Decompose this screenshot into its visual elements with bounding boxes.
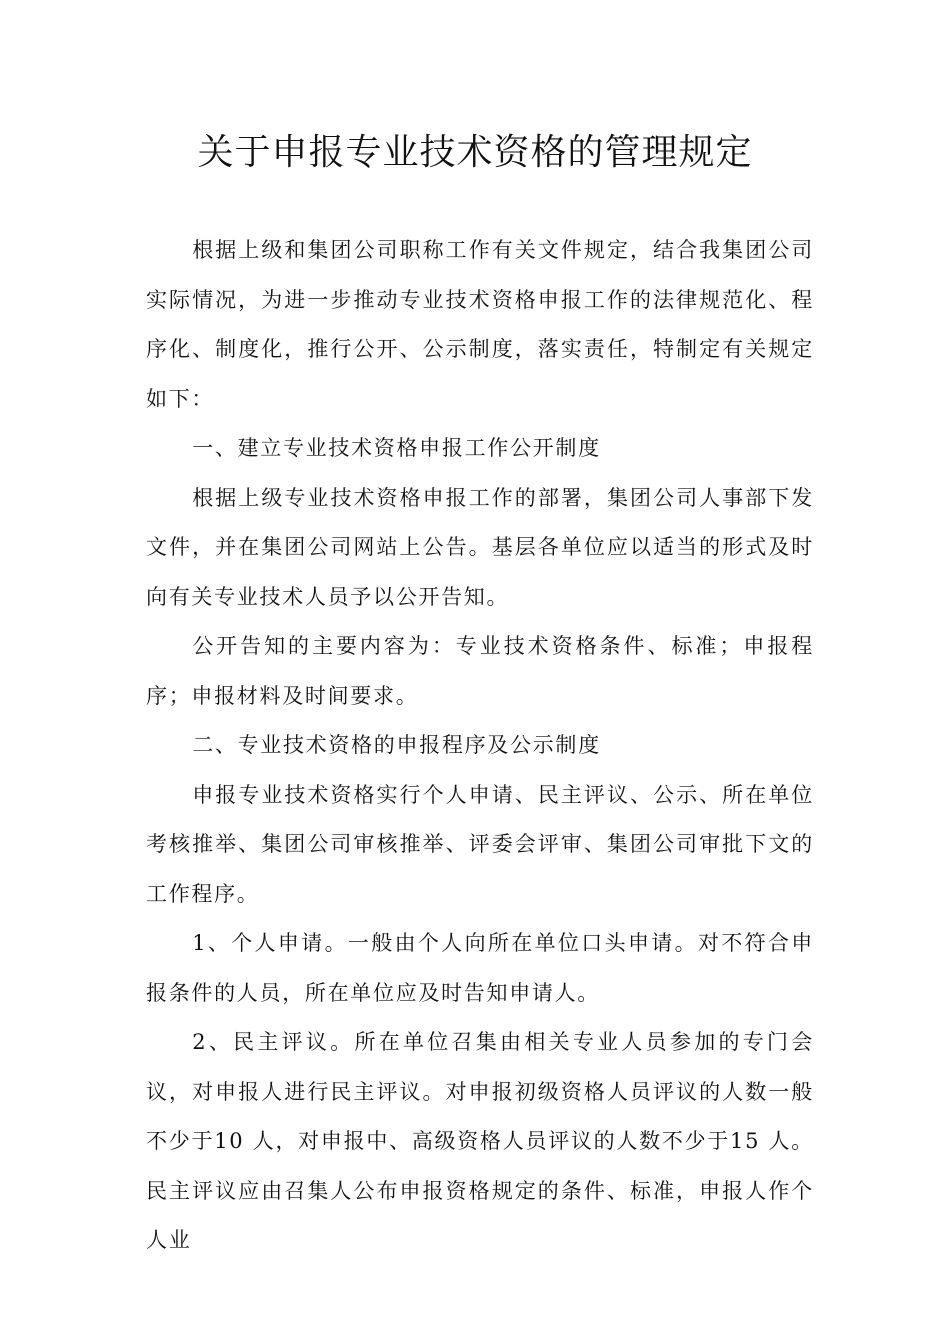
document-title: 关于申报专业技术资格的管理规定 — [197, 132, 753, 173]
section1-paragraph-2: 公开告知的主要内容为：专业技术资格条件、标准；申报程序；申报材料及时间要求。 — [146, 634, 814, 708]
section2-paragraph-1: 申报专业技术资格实行个人申请、民主评议、公示、所在单位考核推举、集团公司审核推举、评委会评审、集团公司审批下文的工作程序。 — [146, 782, 814, 906]
section-heading-1: 一、建立专业技术资格申报工作公开制度 — [192, 436, 601, 460]
document-body — [146, 226, 814, 1266]
step-2-paragraph: 2、民主评议。所在单位召集由相关专业人员参加的专门会议，对申报人进行民主评议。对申报初级资格人员评议的人数一般不少于10 人，对申报中、高级资格人员评议的人数不少于15 人。民主评议应由召集人公布申报资格规定的条件、标准，申报人作个人业 — [146, 1030, 814, 1252]
step-1-paragraph: 1、个人申请。一般由个人向所在单位口头申请。对不符合申报条件的人员，所在单位应及时告知申请人。 — [146, 931, 814, 1005]
section-heading-2: 二、专业技术资格的申报程序及公示制度 — [192, 733, 601, 757]
section1-paragraph-1: 根据上级专业技术资格申报工作的部署，集团公司人事部下发文件，并在集团公司网站上公告。基层各单位应以适当的形式及时向有关专业技术人员予以公开告知。 — [146, 485, 814, 609]
intro-paragraph: 根据上级和集团公司职称工作有关文件规定，结合我集团公司实际情况，为进一步推动专业技术资格申报工作的法律规范化、程序化、制度化，推行公开、公示制度，落实责任，特制定有关规定如下： — [146, 238, 814, 411]
